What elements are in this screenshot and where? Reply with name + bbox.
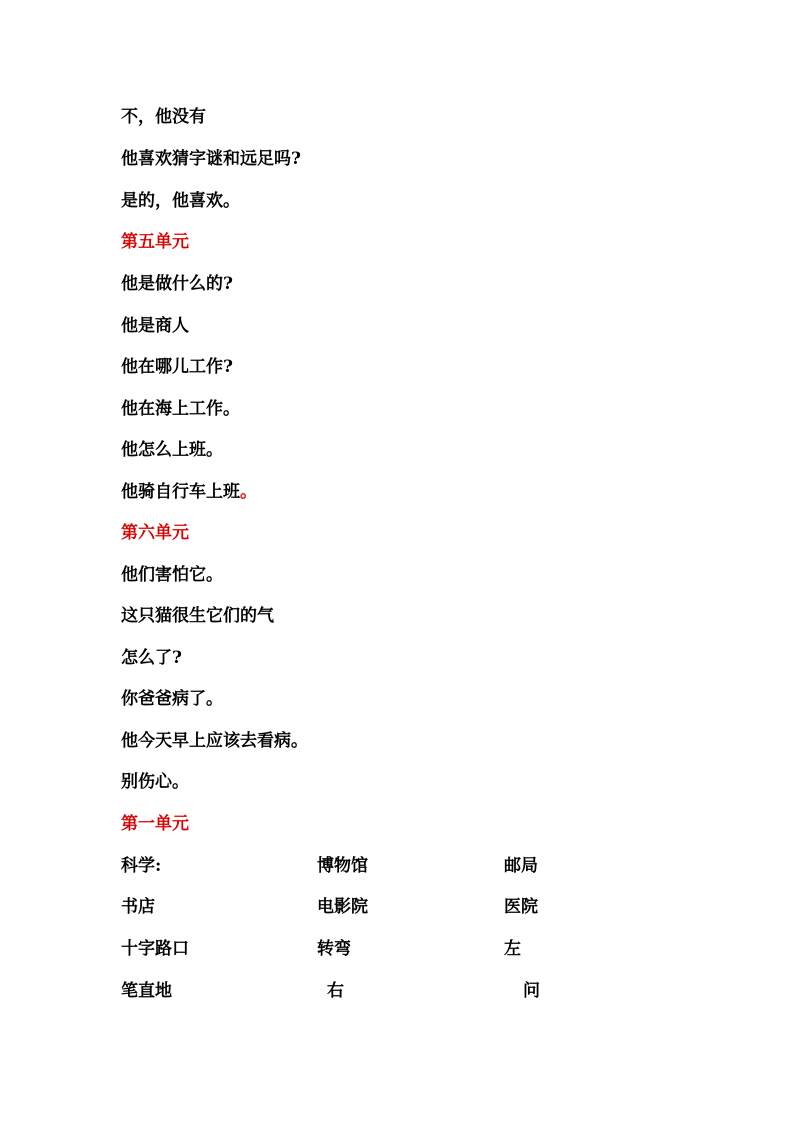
text-line: 他们害怕它。 [121, 565, 223, 585]
vocab-word: 书店 [121, 897, 155, 917]
text-line: 是的，他喜欢。 [121, 191, 240, 211]
vocab-word: 科学: [121, 856, 162, 876]
text-line: 他今天早上应该去看病。 [121, 731, 308, 751]
vocab-word: 右 [327, 981, 344, 1001]
vocab-word: 笔直地 [121, 981, 172, 1001]
vocab-word: 转弯 [317, 939, 351, 959]
text-line: 他在哪儿工作? [121, 357, 233, 377]
vocab-word: 电影院 [317, 897, 368, 917]
vocab-word: 左 [504, 939, 521, 959]
text-line: 他是做什么的? [121, 274, 233, 294]
text-line: 怎么了? [121, 648, 182, 668]
text-line-body: 他骑自行车上班 [121, 482, 240, 502]
red-period: 。 [240, 482, 257, 502]
vocab-word: 医院 [504, 897, 538, 917]
text-line: 他喜欢猜字谜和远足吗? [121, 149, 301, 169]
text-line-with-red-period [121, 480, 257, 504]
unit-5-heading: 第五单元 [121, 232, 189, 252]
text-line: 他是商人 [121, 316, 189, 336]
unit-1-heading: 第一单元 [121, 814, 189, 834]
text-line: 不，他没有 [121, 107, 206, 127]
text-line: 他怎么上班。 [121, 440, 223, 460]
vocab-word: 博物馆 [317, 856, 368, 876]
unit-6-heading: 第六单元 [121, 523, 189, 543]
text-line: 你爸爸病了。 [121, 689, 223, 709]
vocab-word: 邮局 [504, 856, 538, 876]
text-line: 这只猫很生它们的气 [121, 606, 274, 626]
text-line: 别伤心。 [121, 772, 189, 792]
vocab-word: 问 [523, 981, 540, 1001]
vocab-word: 十字路口 [121, 939, 189, 959]
text-line: 他在海上工作。 [121, 399, 240, 419]
